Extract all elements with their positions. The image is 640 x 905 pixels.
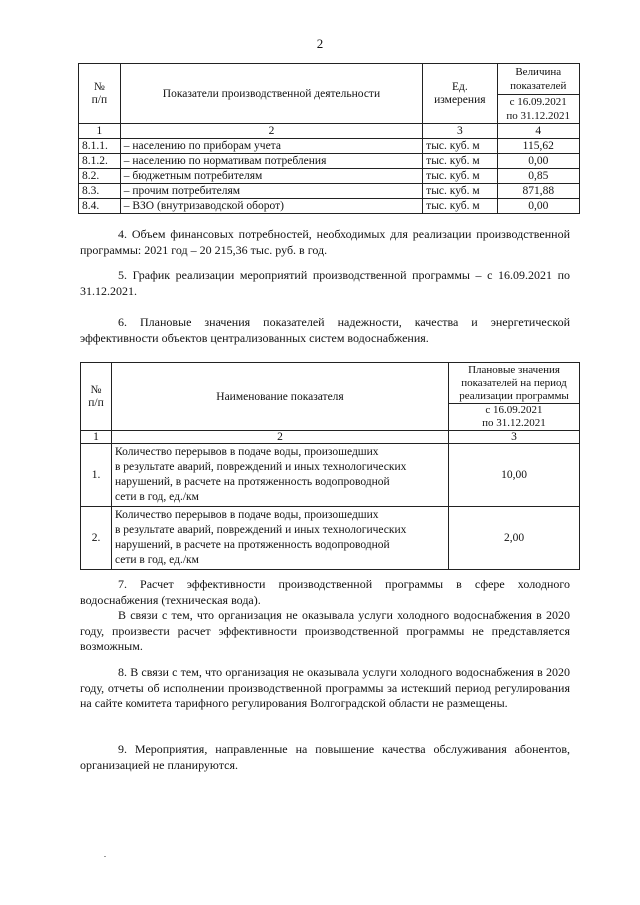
row-num: 8.2.: [79, 169, 121, 184]
header-num: № п/п: [79, 64, 121, 124]
paragraph-5: 5. График реализации мероприятий производственной программы – с 16.09.2021 по 31.12.2021.: [80, 268, 570, 298]
column-number-row: [81, 431, 580, 444]
row-name: – прочим потребителям: [120, 184, 422, 199]
paragraph-7: 7. Расчет эффективности производственной программы в сфере холодного водоснабжения (техническая вода). В связи с тем, что организация не оказывала услуги холодного водоснабжения в 2020 году, произвести расчет эффективности производственной программы не представляется возможным.: [80, 577, 570, 653]
row-name: – населению по приборам учета: [120, 139, 422, 154]
table-row: [79, 199, 580, 214]
row-value: 0,85: [497, 169, 580, 184]
row-unit: тыс. куб. м: [423, 184, 497, 199]
row-value: 0,00: [497, 199, 580, 214]
table-header-row: [79, 64, 580, 95]
production-indicators-table: [78, 63, 580, 214]
row-value: 0,00: [497, 154, 580, 169]
row-value: 2,00: [449, 507, 580, 570]
table-row: [81, 507, 580, 570]
row-num: 8.3.: [79, 184, 121, 199]
header-value-title: Величина показателей: [497, 64, 580, 95]
reliability-indicators-table: [80, 362, 580, 570]
row-num: 8.1.2.: [79, 154, 121, 169]
paragraph-9: 9. Мероприятия, направленные на повышение качества обслуживания абонентов, организацией не планируются.: [80, 742, 570, 772]
header-unit: Ед. измерения: [423, 64, 497, 124]
table-row: [79, 184, 580, 199]
col-number: 4: [497, 124, 580, 139]
col-number: 1: [81, 431, 112, 444]
row-num: 2.: [81, 507, 112, 570]
header-num: № п/п: [81, 363, 112, 431]
row-name: Количество перерывов в подаче воды, произошедших в результате аварий, повреждений и иных технологических нарушений, в расчете на протяженность водопроводной сети в год, ед./км: [112, 444, 449, 507]
scan-mark: [104, 856, 106, 857]
table-row: [81, 444, 580, 507]
col-number: 3: [449, 431, 580, 444]
row-unit: тыс. куб. м: [423, 154, 497, 169]
header-value-title: Плановые значения показателей на период реализации программы: [449, 363, 580, 404]
col-number: 2: [112, 431, 449, 444]
paragraph-6: 6. Плановые значения показателей надежности, качества и энергетической эффективности объектов централизованных систем водоснабжения.: [80, 315, 570, 345]
row-value: 115,62: [497, 139, 580, 154]
row-num: 8.1.1.: [79, 139, 121, 154]
row-name: – ВЗО (внутризаводской оборот): [120, 199, 422, 214]
page-number: 2: [316, 36, 324, 51]
row-name: Количество перерывов в подаче воды, произошедших в результате аварий, повреждений и иных технологических нарушений, в расчете на протяженность водопроводной сети в год, ед./км: [112, 507, 449, 570]
table-row: [79, 169, 580, 184]
col-number: 2: [120, 124, 422, 139]
row-unit: тыс. куб. м: [423, 199, 497, 214]
row-name: – населению по нормативам потребления: [120, 154, 422, 169]
row-value: 10,00: [449, 444, 580, 507]
header-name: Наименование показателя: [112, 363, 449, 431]
col-number: 3: [423, 124, 497, 139]
table-header-row: [81, 363, 580, 404]
table-row: [79, 139, 580, 154]
row-unit: тыс. куб. м: [423, 139, 497, 154]
column-number-row: [79, 124, 580, 139]
paragraph-4: 4. Объем финансовых потребностей, необходимых для реализации производственной программы: 2021 год – 20 215,36 тыс. руб. в год.: [80, 227, 570, 257]
header-value-period: с 16.09.2021 по 31.12.2021: [497, 95, 580, 124]
row-num: 8.4.: [79, 199, 121, 214]
row-name: – бюджетным потребителям: [120, 169, 422, 184]
col-number: 1: [79, 124, 121, 139]
row-num: 1.: [81, 444, 112, 507]
header-name: Показатели производственной деятельности: [120, 64, 422, 124]
row-value: 871,88: [497, 184, 580, 199]
paragraph-8: 8. В связи с тем, что организация не оказывала услуги холодного водоснабжения в 2020 году, отчеты об исполнении производственной программы за истекший период регулирования на сайте комитета тарифного регулирования Волгоградской области не размещены.: [80, 665, 570, 710]
table-row: [79, 154, 580, 169]
row-unit: тыс. куб. м: [423, 169, 497, 184]
header-value-period: с 16.09.2021 по 31.12.2021: [449, 404, 580, 431]
